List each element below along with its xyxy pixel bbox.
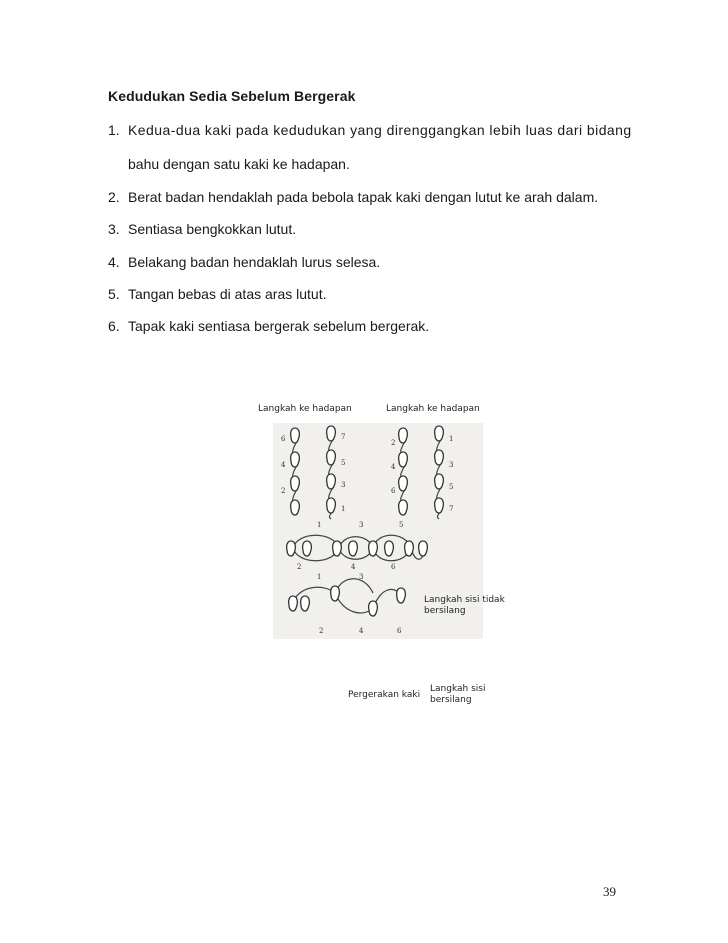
step-number: 2 bbox=[391, 439, 396, 447]
list-number: 5. bbox=[108, 286, 120, 302]
step-number: 4 bbox=[351, 563, 356, 571]
step-number: 6 bbox=[391, 563, 396, 571]
page-number: 39 bbox=[603, 884, 616, 899]
list-text: Tapak kaki sentiasa bergerak sebelum bergerak. bbox=[128, 318, 430, 334]
step-number: 1 bbox=[317, 521, 322, 529]
caption-line: Langkah sisi tidak bbox=[424, 595, 505, 605]
step-number: 7 bbox=[341, 433, 346, 441]
step-number: 2 bbox=[297, 563, 302, 571]
step-number: 4 bbox=[281, 461, 286, 469]
caption-forward-step-left: Langkah ke hadapan bbox=[258, 404, 352, 414]
step-number: 3 bbox=[449, 461, 454, 469]
list-item-3 bbox=[108, 221, 296, 237]
list-number: 3. bbox=[108, 221, 120, 237]
list-number: 6. bbox=[108, 318, 120, 334]
step-number: 3 bbox=[359, 521, 364, 529]
step-number: 1 bbox=[449, 435, 454, 443]
caption-side-step-crossed bbox=[430, 684, 485, 706]
step-number: 1 bbox=[341, 505, 346, 513]
step-number: 4 bbox=[391, 463, 396, 471]
list-item-2 bbox=[108, 189, 598, 205]
step-number: 3 bbox=[359, 573, 364, 581]
list-text: Belakang badan hendaklah lurus selesa. bbox=[128, 254, 381, 270]
caption-line: Langkah sisi bbox=[430, 684, 486, 694]
list-item-6 bbox=[108, 318, 429, 334]
step-number: 3 bbox=[341, 481, 346, 489]
list-text: Sentiasa bengkokkan lutut. bbox=[128, 221, 297, 237]
list-item-1 bbox=[108, 122, 632, 138]
section-heading: Kedudukan Sedia Sebelum Bergerak bbox=[108, 88, 356, 104]
step-number: 4 bbox=[359, 627, 364, 635]
caption-forward-step-right: Langkah ke hadapan bbox=[386, 404, 480, 414]
list-item-4 bbox=[108, 254, 380, 270]
step-number: 2 bbox=[281, 487, 286, 495]
list-text: Berat badan hendaklah pada bebola tapak kaki dengan lutut ke arah dalam. bbox=[128, 189, 599, 205]
list-number: 1. bbox=[108, 122, 120, 138]
step-number: 2 bbox=[319, 627, 324, 635]
step-number: 5 bbox=[341, 459, 346, 467]
step-number: 1 bbox=[317, 573, 322, 581]
step-number: 6 bbox=[281, 435, 286, 443]
list-item-5 bbox=[108, 286, 326, 302]
step-number: 5 bbox=[449, 483, 454, 491]
list-text: Kedua-dua kaki pada kedudukan yang direnggangkan lebih luas dari bidang bbox=[128, 122, 632, 138]
caption-line: bersilang bbox=[424, 606, 466, 616]
step-number: 7 bbox=[449, 505, 454, 513]
list-number: 2. bbox=[108, 189, 120, 205]
list-text: Tangan bebas di atas aras lutut. bbox=[128, 286, 327, 302]
list-number: 4. bbox=[108, 254, 120, 270]
step-number: 6 bbox=[391, 487, 396, 495]
list-item-1-continuation: bahu dengan satu kaki ke hadapan. bbox=[128, 156, 350, 172]
step-number: 6 bbox=[397, 627, 402, 635]
caption-footwork: Pergerakan kaki bbox=[348, 690, 421, 700]
caption-side-step-not-crossed bbox=[424, 595, 505, 617]
caption-line: bersilang bbox=[430, 695, 472, 705]
step-number: 5 bbox=[399, 521, 404, 529]
